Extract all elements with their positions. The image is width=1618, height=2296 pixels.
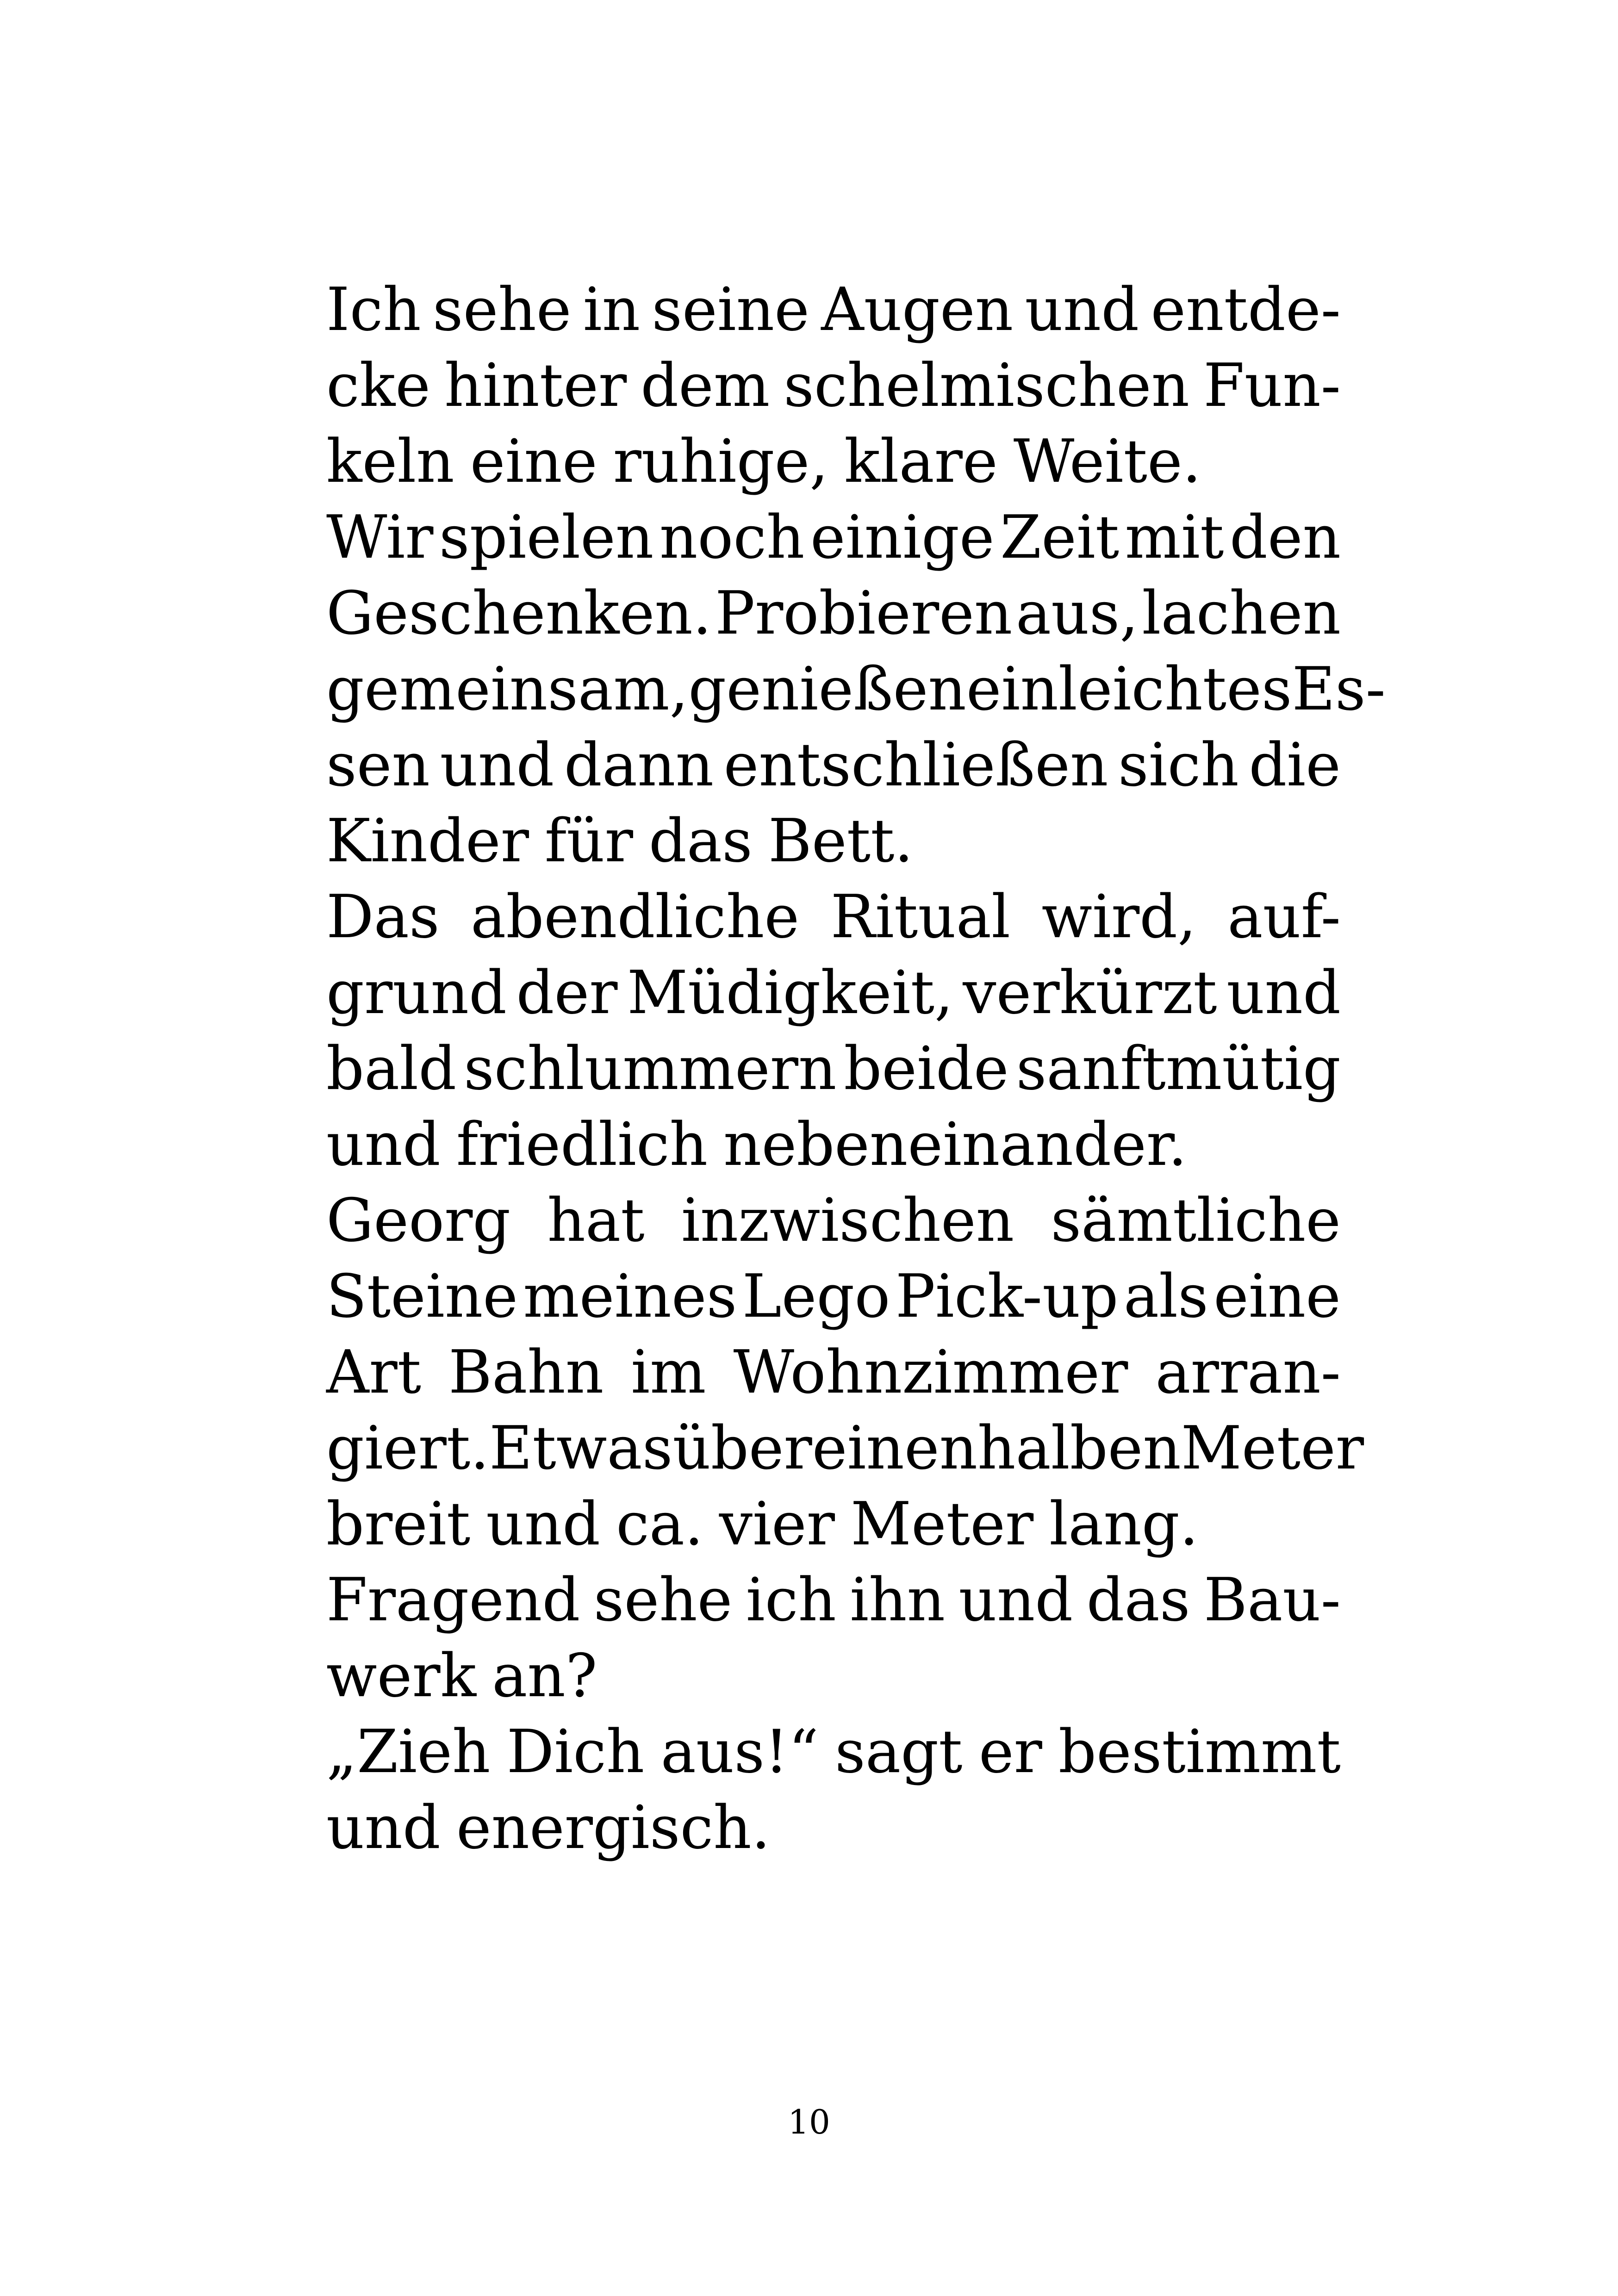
body-text (326, 272, 1386, 1866)
text-line: Art Bahn im Wohnzimmer arran- (326, 1338, 1341, 1407)
text-line: werk an? (326, 1642, 597, 1711)
text-line: Geschenken. Probieren aus, lachen (326, 579, 1341, 648)
text-line: Georg hat inzwischen sämtliche (326, 1186, 1341, 1255)
page-number: 10 (788, 2103, 830, 2141)
text-line: Steine meines Lego Pick-up als eine (326, 1262, 1341, 1331)
text-line: keln eine ruhige, klare Weite. (326, 427, 1201, 496)
text-line: Ich sehe in seine Augen und entde- (326, 275, 1341, 344)
text-line: Fragend sehe ich ihn und das Bau- (326, 1566, 1341, 1635)
text-line: „Zieh Dich aus!“ sagt er bestimmt (326, 1717, 1341, 1786)
text-line: und friedlich nebeneinander. (326, 1110, 1187, 1179)
text-line: breit und ca. vier Meter lang. (326, 1490, 1199, 1559)
text-line: cke hinter dem schelmischen Fun- (326, 351, 1341, 420)
text-line: sen und dann entschließen sich die (326, 731, 1341, 800)
text-line: Wir spielen noch einige Zeit mit den (326, 503, 1341, 572)
text-line: bald schlummern beide sanftmütig (326, 1034, 1341, 1103)
text-line: und energisch. (326, 1793, 771, 1862)
text-line: grund der Müdigkeit, verkürzt und (326, 958, 1341, 1027)
text-line: Kinder für das Bett. (326, 807, 914, 876)
text-line: Das abendliche Ritual wird, auf- (326, 883, 1341, 952)
text-line: giert. Etwas über einen halben Meter (326, 1414, 1364, 1483)
text-line: gemeinsam, genießen ein leichtes Es- (326, 655, 1386, 724)
